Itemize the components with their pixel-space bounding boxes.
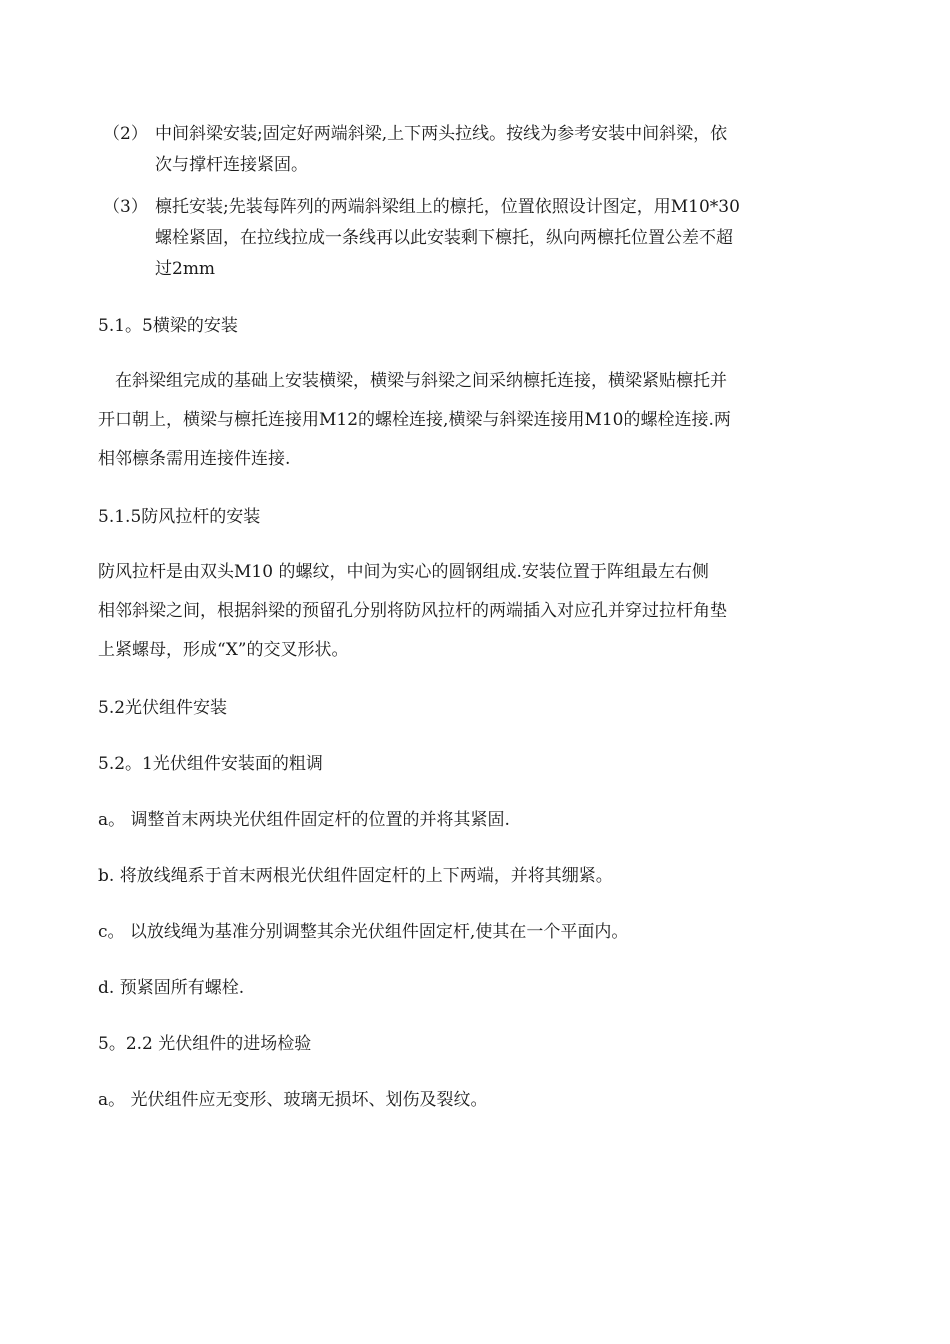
list-item-text [155,192,823,285]
list-item-line: 中间斜梁安装;固定好两端斜梁,上下两头拉线。按线为参考安装中间斜梁，依 [155,124,728,144]
list-item-line: 檩托安装;先装每阵列的两端斜梁组上的檩托，位置依照设计图定，用M10*30 [155,197,740,217]
inspection-item-a: a。 光伏组件应无变形、玻璃无损坏、划伤及裂纹。 [98,1090,488,1110]
section-heading-rough-adjust: 5.2。1光伏组件安装面的粗调 [98,754,323,774]
list-item-number: （3） [103,197,148,217]
list-item-3 [103,192,823,285]
section-heading-crossbeam: 5.1。5横梁的安装 [98,316,238,336]
paragraph-line: 相邻斜梁之间，根据斜梁的预留孔分别将防风拉杆的两端插入对应孔并穿过拉杆角垫 [98,601,727,621]
paragraph-line: 防风拉杆是由双头M10 的螺纹，中间为实心的圆钢组成.安装位置于阵组最左右侧 [98,562,709,582]
list-item-line: 次与撑杆连接紧固。 [155,155,308,175]
paragraph-line: 上紧螺母，形成“X”的交叉形状。 [98,640,349,660]
section-heading-inspection: 5。2.2 光伏组件的进场检验 [98,1034,312,1054]
list-item-line: 过2mm [155,259,216,279]
step-item-d: d. 预紧固所有螺栓. [98,978,245,998]
paragraph-crossbeam [98,362,828,479]
list-item-number: （2） [103,124,148,144]
step-item-c: c。 以放线绳为基准分别调整其余光伏组件固定杆,使其在一个平面内。 [98,922,629,942]
paragraph-line: 开口朝上，横梁与檩托连接用M12的螺栓连接,横梁与斜梁连接用M10的螺栓连接.两 [98,410,731,430]
list-item-line: 螺栓紧固，在拉线拉成一条线再以此安装剩下檩托，纵向两檩托位置公差不超 [155,228,733,248]
section-heading-wind-brace: 5.1.5防风拉杆的安装 [98,507,261,527]
step-item-b: b. 将放线绳系于首末两根光伏组件固定杆的上下两端，并将其绷紧。 [98,866,613,886]
paragraph-line: 相邻檩条需用连接件连接. [98,449,291,469]
paragraph-line: 在斜梁组完成的基础上安装横梁，横梁与斜梁之间采纳檩托连接，横梁紧贴檩托并 [98,371,727,391]
list-item-text [155,119,823,181]
paragraph-wind-brace [98,553,828,670]
step-item-a: a。 调整首末两块光伏组件固定杆的位置的并将其紧固. [98,810,510,830]
list-item-2 [103,119,823,181]
section-heading-pv-install: 5.2光伏组件安装 [98,698,228,718]
